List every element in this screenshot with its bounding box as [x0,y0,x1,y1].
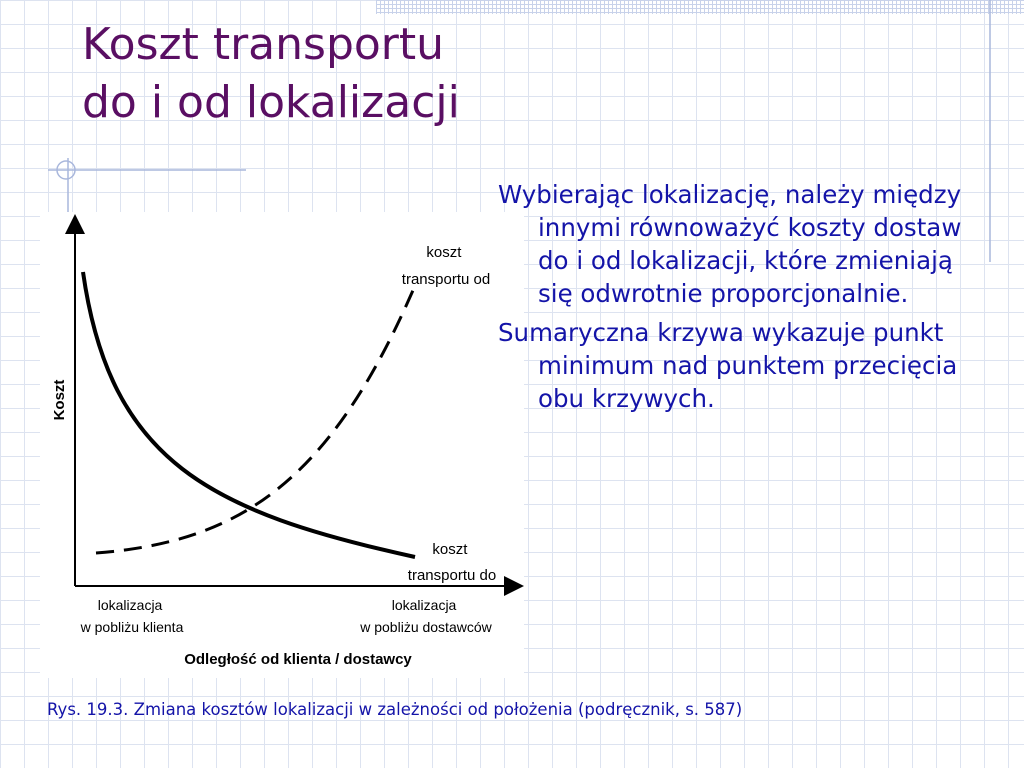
title-line-2: do i od lokalizacji [82,77,460,128]
x-right-label-line-1: lokalizacja [391,597,457,613]
cost-figure [40,212,524,678]
curve-from-label-line-2: transportu od [401,271,491,288]
slide-title [82,16,460,132]
x-right-label-line-2: w pobliżu dostawców [360,619,492,635]
curve-to-label-line-1: koszt [432,541,468,558]
curve-from-label [402,244,490,288]
curve-transport-from [96,288,414,553]
x-left-label-line-1: lokalizacja [97,597,163,613]
curve-to-label-line-2: transportu do [407,567,497,584]
title-line-1: Koszt transportu [82,19,445,70]
figure-caption: Rys. 19.3. Zmiana kosztów lokalizacji w zależności od położenia (podręcznik, s. 587) [47,700,743,719]
curve-to-label [408,541,496,584]
cost-chart-svg [40,212,524,678]
paragraph-1: Wybierając lokalizację, należy między innymi równoważyć koszty dostaw do i od lokalizacji, które zmieniają się odwrotnie proporcjonalnie. [498,180,962,308]
curve-from-label-line-1: koszt [426,244,462,261]
body-text [498,178,963,421]
paragraph-2: Sumaryczna krzywa wykazuje punkt minimum nad punktem przecięcia obu krzywych. [498,318,958,413]
curve-transport-to [83,272,415,557]
x-axis-title: Odległość od klienta / dostawcy [184,651,412,668]
x-left-label-line-2: w pobliżu klienta [80,619,184,635]
y-axis-label: Koszt [51,379,68,421]
x-right-label [359,597,492,635]
x-left-label [80,597,184,635]
